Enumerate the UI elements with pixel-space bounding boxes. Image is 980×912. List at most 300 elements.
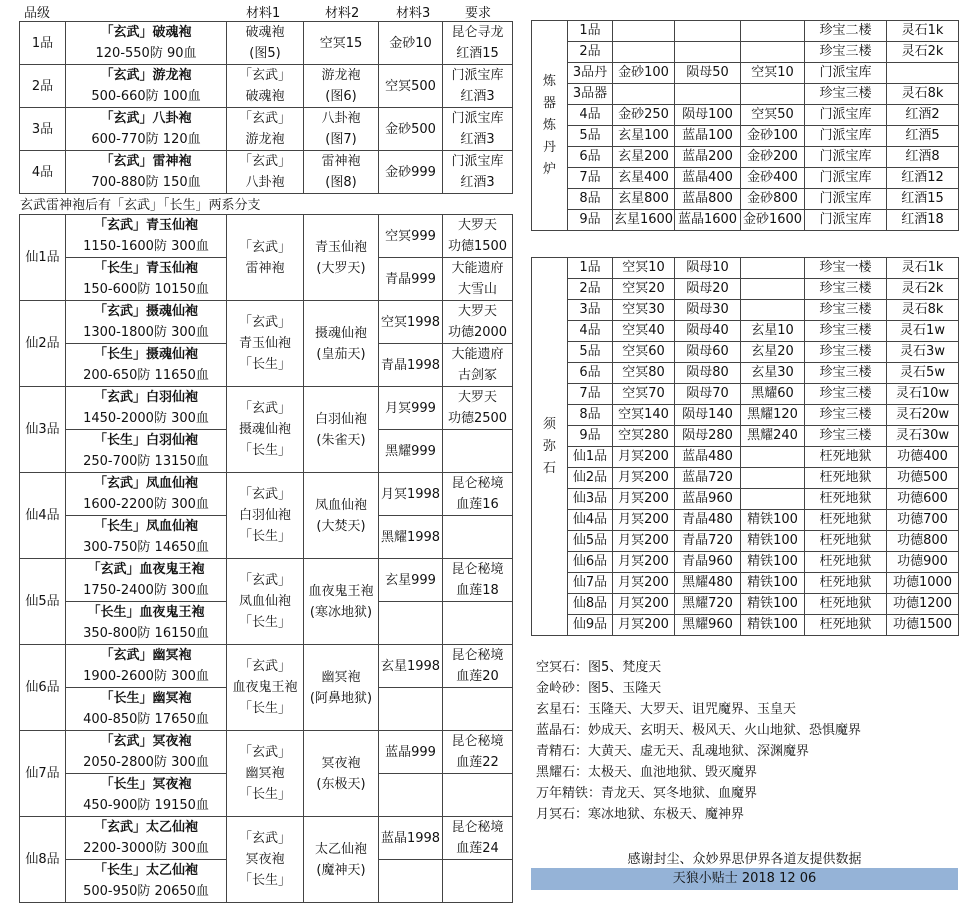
cell-text: 灵石2k	[901, 281, 944, 296]
cell-text: 血夜鬼王袍	[308, 583, 374, 599]
cell-text: 5品	[579, 344, 601, 359]
cell-text: 红酒12	[901, 170, 944, 185]
cell-text: 珍宝二楼	[819, 23, 872, 38]
cell-text: 珍宝三楼	[819, 302, 872, 317]
credit-text: 感谢封尘、众妙界思伊界各道友提供数据	[627, 852, 862, 867]
cell-text: 金砂500	[385, 121, 436, 137]
grade-label: 仙2品	[25, 336, 60, 351]
grade-label: 仙5品	[25, 594, 60, 609]
xian-grade-row	[20, 645, 513, 688]
cell-text: 大能遗府	[451, 347, 504, 362]
cell-text: 玄星1998	[380, 658, 441, 674]
cell-text: 珍宝三楼	[819, 44, 872, 59]
cell-text: 门派宝库	[819, 149, 872, 164]
cell-text: 玄星100	[618, 128, 669, 143]
sumeru-row	[532, 552, 959, 573]
cell-text: 珍宝三楼	[819, 428, 872, 443]
cell-text: 青玉仙袍	[238, 336, 291, 351]
cell-text: 昆仑寻龙	[451, 25, 504, 40]
furnace-table	[531, 20, 959, 231]
sumeru-row	[532, 321, 959, 342]
cell-text: 灵石30w	[895, 428, 950, 443]
cell-text: 7品	[579, 386, 601, 401]
robe-stats: 1300-1800防 300血	[83, 325, 209, 340]
cell-text: 陨母20	[686, 281, 729, 296]
cell-text: 大能遗府	[451, 261, 504, 276]
robe-stats: 250-700防 13150血	[83, 454, 209, 469]
xian-grade-row	[20, 559, 513, 602]
cell-text: 精铁100	[747, 512, 798, 527]
note-line: 万年精铁：青龙天、冥冬地狱、血魔界	[536, 786, 758, 801]
cell-text: 红酒18	[901, 212, 944, 227]
cell-text: 金砂1600	[742, 212, 803, 227]
cell-text: 「玄武」	[238, 659, 291, 674]
cell-text: 蓝晶800	[682, 191, 733, 206]
sumeru-row	[532, 573, 959, 594]
cell-text: 「长生」	[238, 701, 291, 716]
grade-label: 3品	[31, 121, 54, 137]
xian-grade-row	[20, 387, 513, 430]
cell-text: (大罗天)	[316, 260, 366, 276]
cell-text: 摄魂仙袍	[314, 325, 367, 341]
cell-text: 月冥200	[618, 617, 669, 632]
cell-text: 金砂100	[618, 65, 669, 80]
cell-text: 空冥10	[751, 65, 794, 80]
furnace-row	[532, 126, 959, 147]
cell-text: 游龙袍	[245, 132, 285, 147]
cell-text: 空冥1998	[380, 314, 441, 330]
cell-text: 枉死地狱	[819, 575, 872, 590]
cell-text: 陨母80	[686, 365, 729, 380]
cell-text: 月冥200	[618, 491, 669, 506]
cell-text: 蓝晶1998	[380, 830, 441, 846]
header-material1: 材料1	[246, 6, 281, 21]
cell-text: 陨母60	[686, 344, 729, 359]
tips-banner: 天狼小贴士 2018 12 06	[531, 868, 958, 890]
sumeru-row	[532, 531, 959, 552]
cell-text: 摄魂仙袍	[238, 422, 291, 437]
cell-text: 功德800	[897, 533, 948, 548]
cell-text: 青晶720	[682, 533, 733, 548]
xian-grade-row	[20, 473, 513, 516]
cell-text: 白羽仙袍	[314, 411, 367, 427]
robe-name: 「长生」血夜鬼王袍	[87, 605, 205, 620]
cell-text: 功德1000	[892, 575, 953, 590]
robe-name: 「长生」摄魂仙袍	[93, 347, 198, 362]
robe-stats: 150-600防 10150血	[83, 282, 209, 297]
cell-text: 灵石1k	[901, 260, 944, 275]
robe-name: 「玄武」太乙仙袍	[93, 820, 198, 835]
robe-stats: 2200-3000防 300血	[83, 841, 209, 856]
cell-text: 3品器	[572, 86, 608, 101]
cell-text: 月冥1998	[380, 486, 441, 502]
cell-text: 空冥80	[622, 365, 665, 380]
cell-text: (图8)	[325, 175, 357, 190]
cell-text: 「玄武」	[238, 154, 291, 169]
sumeru-row	[532, 384, 959, 405]
cell-text: 1品	[579, 23, 601, 38]
cell-text: 月冥200	[618, 554, 669, 569]
sumeru-row	[532, 426, 959, 447]
sumeru-table	[531, 257, 959, 636]
cell-text: 红酒3	[460, 132, 495, 147]
furnace-row	[532, 84, 959, 105]
note-line: 空冥石：图5、梵度天	[536, 660, 662, 675]
cell-text: 八卦袍	[321, 111, 361, 126]
cell-text: 功德1200	[892, 596, 953, 611]
cell-text: 「玄武」	[238, 401, 291, 416]
basic-grade-row	[20, 65, 513, 108]
robe-name: 「长生」白羽仙袍	[93, 433, 198, 448]
robe-name: 「玄武」八卦袍	[100, 111, 192, 126]
cell-text: 「长生」	[238, 787, 291, 802]
robe-name: 「玄武」冥夜袍	[100, 734, 192, 749]
cell-text: 空冥999	[385, 228, 436, 244]
robe-name: 「长生」青玉仙袍	[93, 261, 198, 276]
xian-grade-row	[20, 301, 513, 344]
grade-label: 仙6品	[25, 680, 60, 695]
grade-label: 仙1品	[25, 250, 60, 265]
cell-text: 仙8品	[572, 596, 608, 611]
cell-text: 「玄武」	[238, 315, 291, 330]
note-line: 黑耀石：太极天、血池地狱、毁灭魔界	[536, 765, 758, 780]
cell-text: 枉死地狱	[819, 554, 872, 569]
cell-text: 月冥200	[618, 470, 669, 485]
cell-text: 凤血仙袍	[314, 497, 367, 513]
cell-text: 冥夜袍	[245, 852, 285, 867]
grade-label: 4品	[31, 164, 54, 180]
cell-text: 血莲20	[456, 669, 499, 684]
robe-name: 「玄武」雷神袍	[100, 154, 192, 169]
cell-text: 蓝晶100	[682, 128, 733, 143]
cell-text: 灵石2k	[901, 44, 944, 59]
sumeru-label-text: 须弥石	[542, 416, 556, 476]
cell-text: 功德2000	[447, 325, 508, 340]
cell-text: 红酒5	[905, 128, 940, 143]
cell-text: 门派宝库	[819, 107, 872, 122]
cell-text: 青玉仙袍	[314, 239, 367, 255]
cell-text: 枉死地狱	[819, 470, 872, 485]
sumeru-row	[532, 510, 959, 531]
cell-text: 青晶960	[682, 554, 733, 569]
cell-text: 蓝晶1600	[677, 212, 738, 227]
cell-text: 枉死地狱	[819, 596, 872, 611]
robe-stats: 700-880防 150血	[91, 175, 201, 190]
cell-text: 仙7品	[572, 575, 608, 590]
cell-text: 大雪山	[457, 282, 497, 297]
cell-text: 「玄武」	[238, 111, 291, 126]
cell-text: 3品丹	[572, 65, 608, 80]
cell-text: 玄星30	[751, 365, 794, 380]
header-material2: 材料2	[325, 6, 360, 21]
cell-text: 破魂袍	[245, 25, 285, 40]
cell-text: 玄星200	[618, 149, 669, 164]
furnace-row	[532, 168, 959, 189]
sumeru-row	[532, 405, 959, 426]
cell-text: 蓝晶999	[385, 744, 436, 760]
cell-text: 黑耀480	[682, 575, 733, 590]
cell-text: 珍宝三楼	[819, 323, 872, 338]
cell-text: 功德900	[897, 554, 948, 569]
cell-text: 陨母280	[682, 428, 733, 443]
cell-text: 陨母100	[682, 107, 733, 122]
cell-text: 冥夜袍	[321, 755, 361, 771]
cell-text: 枉死地狱	[819, 617, 872, 632]
cell-text: 雷神袍	[245, 260, 285, 276]
basic-grade-row	[20, 22, 513, 65]
note-line: 玄星石：玉隆天、大罗天、诅咒魔界、玉皇天	[536, 702, 797, 717]
robe-name: 「长生」太乙仙袍	[93, 863, 198, 878]
cell-text: 玄星20	[751, 344, 794, 359]
cell-text: 黑耀240	[747, 428, 798, 443]
furnace-label-text: 炼器炼丹炉	[542, 73, 556, 177]
cell-text: 门派宝库	[819, 65, 872, 80]
cell-text: 「玄武」	[238, 239, 291, 255]
cell-text: 仙1品	[572, 449, 608, 464]
cell-text: 血莲22	[456, 755, 499, 770]
cell-text: 蓝晶960	[682, 491, 733, 506]
cell-text: 门派宝库	[819, 191, 872, 206]
cell-text: 仙5品	[572, 533, 608, 548]
sumeru-row	[532, 258, 959, 279]
cell-text: 血莲18	[456, 583, 499, 598]
cell-text: 金砂250	[618, 107, 669, 122]
sumeru-row	[532, 279, 959, 300]
cell-text: 灵石10w	[895, 386, 950, 401]
xian-grade-row	[20, 731, 513, 774]
cell-text: 仙4品	[572, 512, 608, 527]
cell-text: 蓝晶200	[682, 149, 733, 164]
cell-text: 7品	[579, 170, 601, 185]
robe-stats: 600-770防 120血	[91, 132, 201, 147]
basic-grade-row	[20, 151, 513, 194]
cell-text: 4品	[579, 323, 601, 338]
cell-text: 空冥40	[622, 323, 665, 338]
cell-text: (图5)	[249, 46, 281, 61]
furnace-row	[532, 105, 959, 126]
cell-text: 空冥70	[622, 386, 665, 401]
robe-stats: 1150-1600防 300血	[83, 239, 209, 254]
robe-stats: 120-550防 90血	[95, 46, 197, 61]
cell-text: 5品	[579, 128, 601, 143]
cell-text: 「长生」	[238, 873, 291, 888]
cell-text: 精铁100	[747, 554, 798, 569]
cell-text: 功德500	[897, 470, 948, 485]
cell-text: 灵石1k	[901, 23, 944, 38]
cell-text: 陨母30	[686, 302, 729, 317]
cell-text: 大罗天	[457, 304, 497, 319]
cell-text: 「玄武」	[238, 745, 291, 760]
cell-text: 幽冥袍	[245, 766, 285, 781]
cell-text: (魔神天)	[316, 862, 366, 878]
cell-text: 9品	[579, 212, 601, 227]
robe-stats: 1450-2000防 300血	[83, 411, 209, 426]
grade-label: 仙8品	[25, 852, 60, 867]
cell-text: 空冥20	[622, 281, 665, 296]
cell-text: 金砂400	[747, 170, 798, 185]
sumeru-row	[532, 594, 959, 615]
sumeru-row	[532, 615, 959, 636]
furnace-row	[532, 210, 959, 231]
cell-text: 枉死地狱	[819, 449, 872, 464]
basic-grade-row	[20, 108, 513, 151]
cell-text: 月冥200	[618, 575, 669, 590]
cell-text: 血夜鬼王袍	[232, 680, 298, 695]
cell-text: 空冥140	[618, 407, 669, 422]
cell-text: 金砂800	[747, 191, 798, 206]
cell-text: 昆仑秘境	[451, 648, 504, 663]
cell-text: 枉死地狱	[819, 533, 872, 548]
grade-label: 2品	[31, 78, 54, 94]
furnace-row	[532, 189, 959, 210]
cell-text: 陨母10	[686, 260, 729, 275]
cell-text: 陨母140	[682, 407, 733, 422]
robe-name: 「长生」幽冥袍	[100, 691, 192, 706]
header-grade: 品级	[24, 6, 51, 21]
cell-text: 功德600	[897, 491, 948, 506]
cell-text: 破魂袍	[245, 89, 285, 104]
cell-text: 6品	[579, 149, 601, 164]
cell-text: 八卦袍	[245, 175, 285, 190]
robe-name: 「长生」凤血仙袍	[93, 519, 198, 534]
cell-text: 4品	[579, 107, 601, 122]
cell-text: 金砂100	[747, 128, 798, 143]
cell-text: 月冥200	[618, 512, 669, 527]
header-material3: 材料3	[396, 6, 431, 21]
robe-stats: 1600-2200防 300血	[83, 497, 209, 512]
cell-text: 门派宝库	[451, 111, 504, 126]
cell-text: 「玄武」	[238, 831, 291, 846]
cell-text: 门派宝库	[819, 170, 872, 185]
cell-text: 灵石3w	[900, 344, 945, 359]
cell-text: 雷神袍	[321, 154, 361, 169]
xian-grades-table	[19, 214, 513, 903]
cell-text: 大罗天	[457, 390, 497, 405]
note-line: 青精石：大黄天、虚无天、乱魂地狱、深渊魔界	[536, 744, 810, 759]
cell-text: 黑耀120	[747, 407, 798, 422]
cell-text: 红酒3	[460, 89, 495, 104]
robe-name: 「玄武」破魂袍	[100, 25, 192, 40]
cell-text: 红酒8	[905, 149, 940, 164]
cell-text: 2品	[579, 281, 601, 296]
header-requirement: 要求	[465, 6, 492, 21]
cell-text: 青晶1998	[380, 357, 441, 373]
grade-label: 仙3品	[25, 422, 60, 437]
robe-stats: 500-660防 100血	[91, 89, 201, 104]
cell-text: 空冥15	[319, 35, 363, 51]
robe-stats: 1900-2600防 300血	[83, 669, 209, 684]
sumeru-row	[532, 300, 959, 321]
grade-label: 1品	[31, 35, 54, 51]
robe-name: 「长生」冥夜袍	[100, 777, 192, 792]
cell-text: 白羽仙袍	[238, 508, 291, 523]
note-line: 蓝晶石：妙成天、玄明天、极风天、火山地狱、恐惧魔界	[536, 723, 862, 738]
robe-name: 「玄武」游龙袍	[100, 68, 192, 83]
cell-text: 月冥200	[618, 596, 669, 611]
cell-text: 红酒2	[905, 107, 940, 122]
robe-stats: 500-950防 20650血	[83, 884, 209, 899]
furnace-row	[532, 147, 959, 168]
basic-grades-table	[19, 21, 513, 194]
cell-text: 功德400	[897, 449, 948, 464]
cell-text: 大罗天	[457, 218, 497, 233]
robe-stats: 200-650防 11650血	[83, 368, 209, 383]
cell-text: 月冥200	[618, 449, 669, 464]
cell-text: 精铁100	[747, 533, 798, 548]
robe-stats: 300-750防 14650血	[83, 540, 209, 555]
cell-text: 6品	[579, 365, 601, 380]
robe-name: 「玄武」血夜鬼王袍	[87, 562, 205, 577]
cell-text: (寒冰地狱)	[309, 604, 373, 620]
cell-text: 「长生」	[238, 615, 291, 630]
cell-text: 灵石20w	[895, 407, 950, 422]
cell-text: 古剑冢	[457, 368, 497, 383]
cell-text: 珍宝一楼	[819, 260, 872, 275]
sumeru-label	[532, 258, 568, 636]
cell-text: 3品	[579, 302, 601, 317]
cell-text: 空冥60	[622, 344, 665, 359]
cell-text: 月冥200	[618, 533, 669, 548]
cell-text: 昆仑秘境	[451, 820, 504, 835]
cell-text: 玄星800	[618, 191, 669, 206]
cell-text: 蓝晶400	[682, 170, 733, 185]
cell-text: 青晶480	[682, 512, 733, 527]
cell-text: 功德700	[897, 512, 948, 527]
cell-text: 黑耀720	[682, 596, 733, 611]
robe-stats: 2050-2800防 300血	[83, 755, 209, 770]
cell-text: 灵石1w	[900, 323, 945, 338]
robe-stats: 350-800防 16150血	[83, 626, 209, 641]
cell-text: 金砂200	[747, 149, 798, 164]
cell-text: 「玄武」	[238, 487, 291, 502]
robe-stats: 1750-2400防 300血	[83, 583, 209, 598]
robe-name: 「玄武」凤血仙袍	[93, 476, 198, 491]
cell-text: (阿鼻地狱)	[309, 690, 373, 706]
cell-text: 仙9品	[572, 617, 608, 632]
sumeru-row	[532, 489, 959, 510]
cell-text: 红酒15	[456, 46, 499, 61]
cell-text: 珍宝三楼	[819, 86, 872, 101]
furnace-row	[532, 63, 959, 84]
cell-text: 「长生」	[238, 357, 291, 372]
sumeru-row	[532, 363, 959, 384]
furnace-label	[532, 21, 568, 231]
cell-text: 红酒3	[460, 175, 495, 190]
cell-text: 精铁100	[747, 596, 798, 611]
cell-text: (图7)	[325, 132, 357, 147]
cell-text: 空冥50	[751, 107, 794, 122]
cell-text: 仙3品	[572, 491, 608, 506]
cell-text: 蓝晶720	[682, 470, 733, 485]
cell-text: 珍宝三楼	[819, 281, 872, 296]
cell-text: 「长生」	[238, 443, 291, 458]
cell-text: 金砂999	[385, 164, 436, 180]
note-line: 金岭砂：图5、玉隆天	[536, 681, 662, 696]
cell-text: 玄星999	[385, 572, 436, 588]
robe-name: 「玄武」幽冥袍	[100, 648, 192, 663]
cell-text: 空冥500	[385, 78, 436, 94]
cell-text: 游龙袍	[321, 68, 361, 83]
cell-text: 「玄武」	[238, 573, 291, 588]
grade-label: 仙7品	[25, 766, 60, 781]
sumeru-row	[532, 468, 959, 489]
cell-text: 昆仑秘境	[451, 734, 504, 749]
cell-text: 功德1500	[447, 239, 508, 254]
cell-text: 功德1500	[892, 617, 953, 632]
furnace-row	[532, 42, 959, 63]
cell-text: 「长生」	[238, 529, 291, 544]
grade-label: 仙4品	[25, 508, 60, 523]
